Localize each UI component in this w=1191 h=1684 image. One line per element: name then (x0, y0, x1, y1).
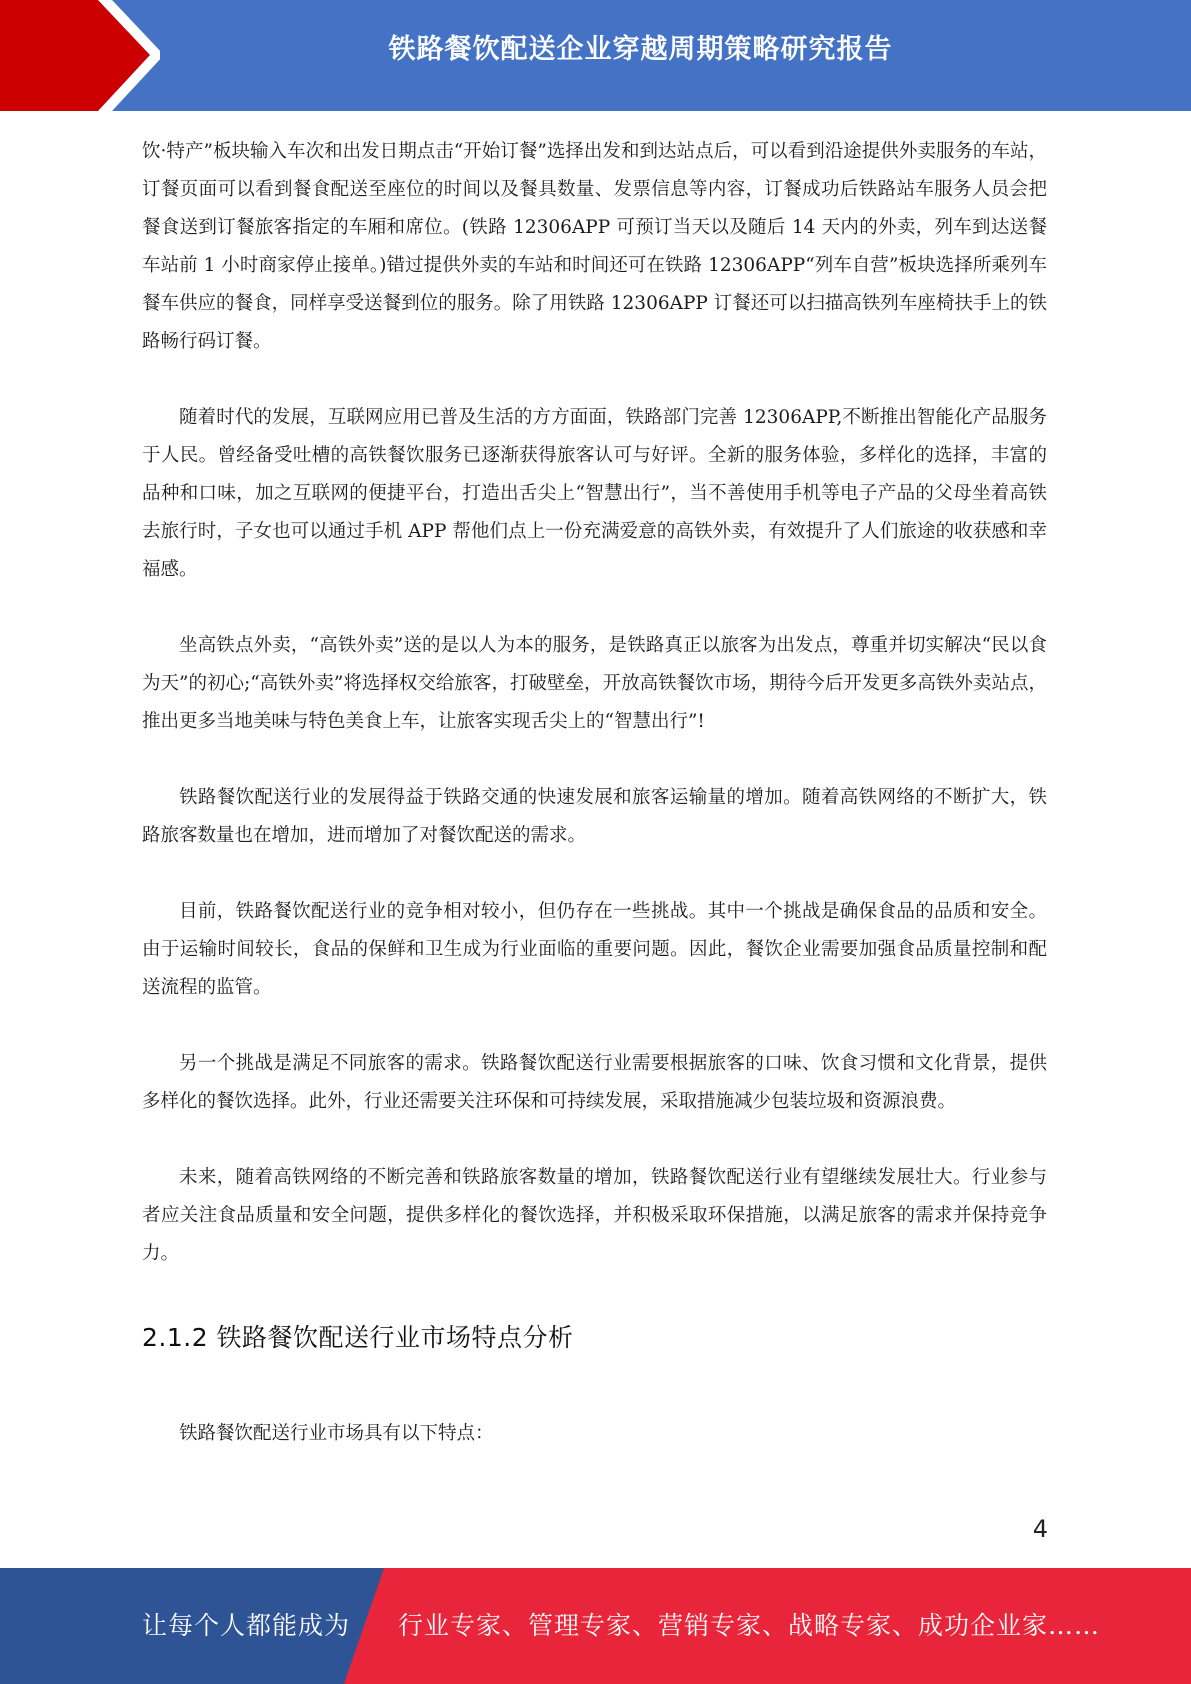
body-paragraph: 目前，铁路餐饮配送行业的竞争相对较小，但仍存在一些挑战。其中一个挑战是确保食品的品质和安全。由于运输时间较长，食品的保鲜和卫生成为行业面临的重要问题。因此，餐饮企业需要加强食品质量控制和配送流程的监管。 (142, 901, 1047, 998)
report-title: 铁路餐饮配送企业穿越周期策略研究报告 (388, 34, 893, 65)
document-body (142, 133, 1047, 1453)
report-header-banner (0, 0, 1191, 111)
body-paragraph: 另一个挑战是满足不同旅客的需求。铁路餐饮配送行业需要根据旅客的口味、饮食习惯和文化背景，提供多样化的餐饮选择。此外，行业还需要关注环保和可持续发展，采取措施减少包装垃圾和资源浪费。 (142, 1053, 1047, 1112)
footer-slogan-banner (0, 1568, 1191, 1684)
red-chevron-decoration (0, 0, 160, 111)
body-paragraph: 坐高铁点外卖，“高铁外卖”送的是以人为本的服务，是铁路真正以旅客为出发点，尊重并切实解决“民以食为天”的初心;“高铁外卖”将选择权交给旅客，打破壁垒，开放高铁餐饮市场，期待今后开发更多高铁外卖站点，推出更多当地美味与特色美食上车，让旅客实现舌尖上的“智慧出行”! (142, 635, 1047, 732)
footer-slogan-left: 让每个人都能成为 (142, 1611, 351, 1640)
body-paragraph: 未来，随着高铁网络的不断完善和铁路旅客数量的增加，铁路餐饮配送行业有望继续发展壮大。行业参与者应关注食品质量和安全问题，提供多样化的餐饮选择，并积极采取环保措施，以满足旅客的需求并保持竞争力。 (142, 1167, 1047, 1264)
body-paragraph: 饮·特产”板块输入车次和出发日期点击“开始订餐”选择出发和到达站点后，可以看到沿途提供外卖服务的车站，订餐页面可以看到餐食配送至座位的时间以及餐具数量、发票信息等内容，订餐成功后铁路站车服务人员会把餐食送到订餐旅客指定的车厢和席位。(铁路 12306APP 可预订当天以及随后 14 天内的外卖，列车到达送餐车站前 1 小时商家停止接单。)错过提供外卖的车站和时间还可在铁路 12306APP“列车自营”板块选择所乘列车餐车供应的餐食，同样享受送餐到位的服务。除了用铁路 12306APP 订餐还可以扫描高铁列车座椅扶手上的铁路畅行码订餐。 (142, 141, 1047, 352)
body-paragraph: 随着时代的发展，互联网应用已普及生活的方方面面，铁路部门完善 12306APP,不断推出智能化产品服务于人民。曾经备受吐槽的高铁餐饮服务已逐渐获得旅客认可与好评。全新的服务体验，多样化的选择，丰富的品种和口味，加之互联网的便捷平台，打造出舌尖上“智慧出行”，当不善使用手机等电子产品的父母坐着高铁去旅行时，子女也可以通过手机 APP 帮他们点上一份充满爱意的高铁外卖，有效提升了人们旅途的收获感和幸福感。 (142, 407, 1047, 580)
section-heading: 2.1.2 铁路餐饮配送行业市场特点分析 (142, 1323, 574, 1352)
body-paragraph: 铁路餐饮配送行业的发展得益于铁路交通的快速发展和旅客运输量的增加。随着高铁网络的不断扩大，铁路旅客数量也在增加，进而增加了对餐饮配送的需求。 (142, 787, 1047, 846)
section-intro-line: 铁路餐饮配送行业市场具有以下特点： (179, 1423, 494, 1444)
footer-slogan-right: 行业专家、管理专家、营销专家、战略专家、成功企业家…… (398, 1611, 1101, 1640)
page-number: 4 (1032, 1515, 1048, 1543)
